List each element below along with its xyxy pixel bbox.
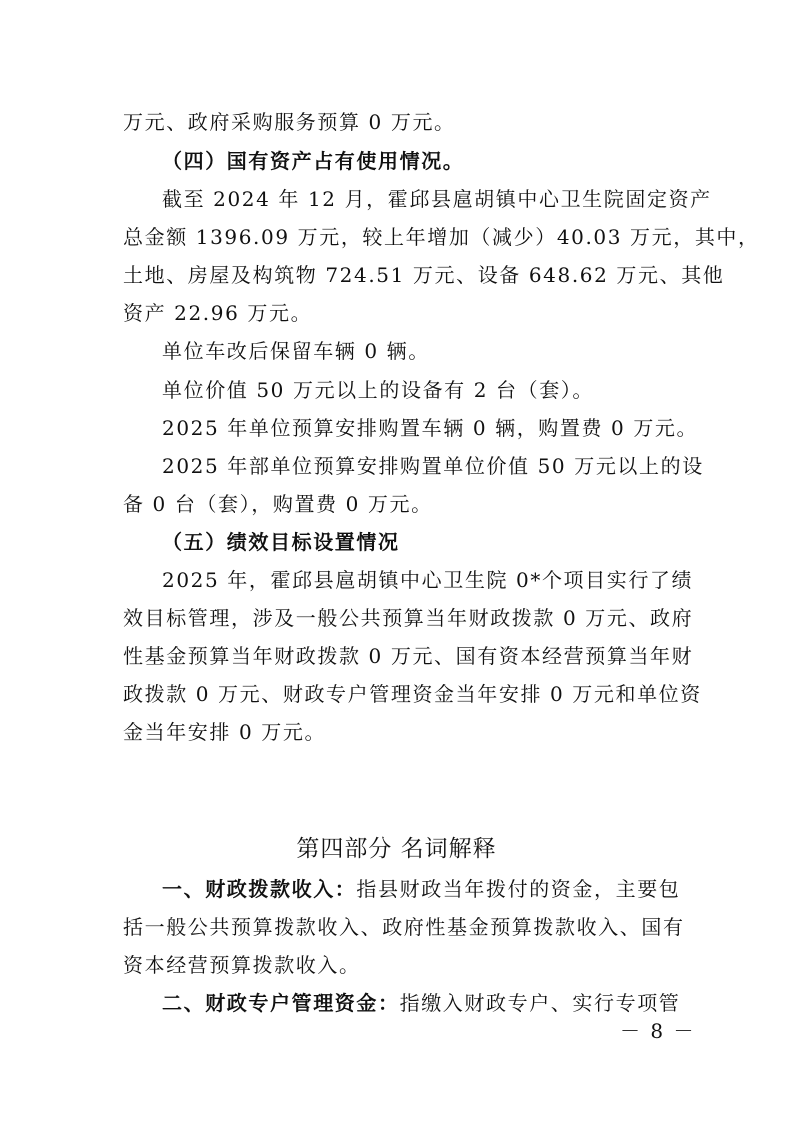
- body-line: 单位车改后保留车辆 0 辆。: [162, 339, 430, 363]
- body-line: 金当年安排 0 万元。: [123, 720, 327, 744]
- page-number: － 8 －: [620, 1019, 696, 1043]
- body-line: 备 0 台（套），购置费 0 万元。: [123, 492, 433, 516]
- definition-text: 指缴入财政专户、实行专项管: [399, 991, 681, 1015]
- definition-text: 指县财政当年拨付的资金，主要包: [356, 877, 681, 901]
- definition-term: 一、财政拨款收入：: [162, 877, 357, 901]
- body-line: 效目标管理，涉及一般公共预算当年财政拨款 0 万元、政府: [123, 606, 694, 630]
- body-line: 性基金预算当年财政拨款 0 万元、国有资本经营预算当年财: [123, 644, 694, 668]
- section-heading-assets: （四）国有资产占有使用情况。: [162, 149, 465, 173]
- body-line: 政拨款 0 万元、财政专户管理资金当年安排 0 万元和单位资: [123, 682, 702, 706]
- definition-line: [0, 876, 793, 902]
- body-line: 2025 年部单位预算安排购置单位价值 50 万元以上的设: [162, 454, 704, 478]
- definition-line: 资本经营预算拨款收入。: [123, 953, 361, 977]
- body-line: 截至 2024 年 12 月，霍邱县扈胡镇中心卫生院固定资产: [162, 187, 712, 211]
- body-line: 资产 22.96 万元。: [123, 301, 313, 325]
- body-line: 万元、政府采购服务预算 0 万元。: [123, 110, 456, 134]
- body-line: 总金额 1396.09 万元，较上年增加（减少）40.03 万元，其中，: [123, 225, 760, 249]
- definition-term: 二、财政专户管理资金：: [162, 991, 400, 1015]
- part-heading: 第四部分 名词解释: [296, 836, 497, 862]
- definition-line: 括一般公共预算拨款收入、政府性基金预算拨款收入、国有: [123, 915, 685, 939]
- section-heading-performance: （五）绩效目标设置情况: [162, 530, 400, 554]
- body-line: 单位价值 50 万元以上的设备有 2 台（套）。: [162, 378, 595, 402]
- body-line: 2025 年，霍邱县扈胡镇中心卫生院 0*个项目实行了绩: [162, 568, 694, 592]
- definition-line: [0, 990, 793, 1016]
- body-line: 2025 年单位预算安排购置车辆 0 辆，购置费 0 万元。: [162, 416, 699, 440]
- body-line: 土地、房屋及构筑物 724.51 万元、设备 648.62 万元、其他: [123, 263, 725, 287]
